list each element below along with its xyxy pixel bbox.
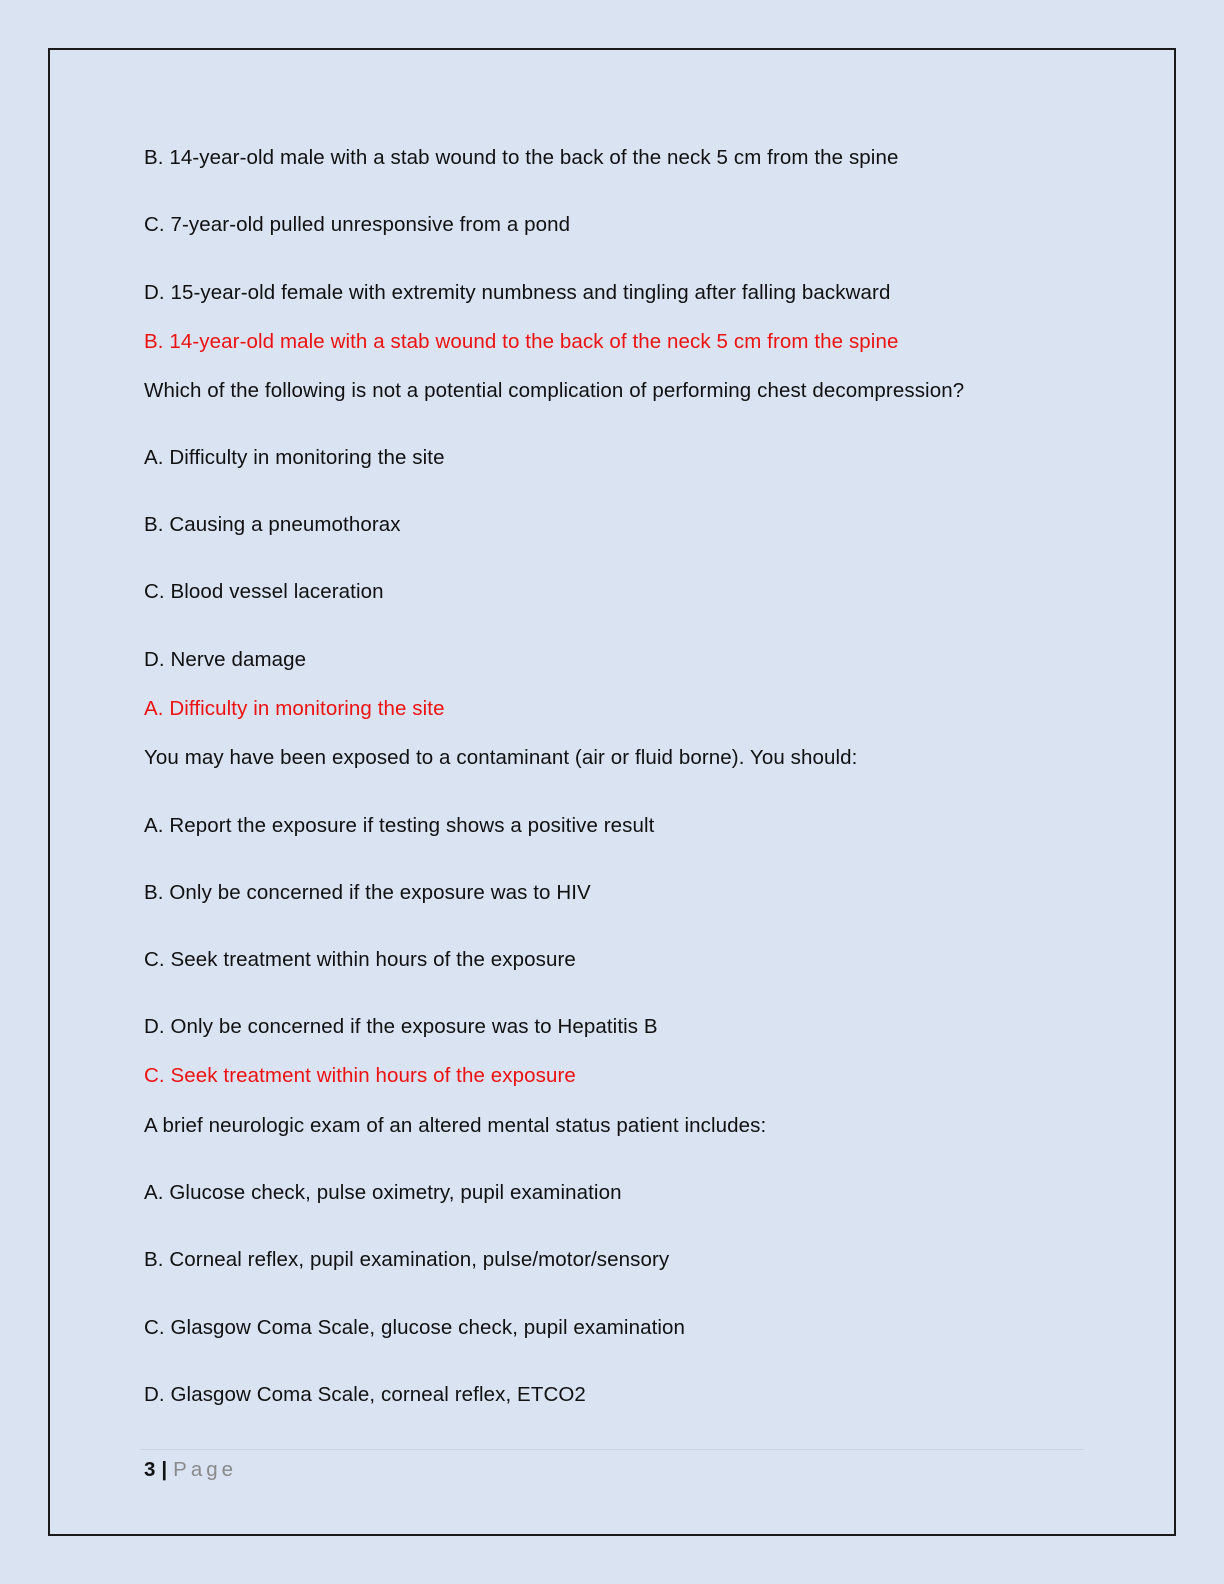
answer-line: C. Seek treatment within hours of the exposure <box>144 1064 576 1087</box>
answer-line: B. 14-year-old male with a stab wound to the back of the neck 5 cm from the spine <box>144 330 899 353</box>
question-line: A brief neurologic exam of an altered mental status patient includes: <box>144 1114 767 1137</box>
option-line: C. Blood vessel laceration <box>144 580 384 603</box>
footer-separator: | <box>161 1458 168 1481</box>
option-line: B. 14-year-old male with a stab wound to the back of the neck 5 cm from the spine <box>144 146 899 169</box>
option-line: A. Report the exposure if testing shows a positive result <box>144 814 655 837</box>
option-line: D. 15-year-old female with extremity numbness and tingling after falling backward <box>144 281 891 304</box>
page-border <box>48 48 1176 1536</box>
option-line: D. Only be concerned if the exposure was to Hepatitis B <box>144 1015 658 1038</box>
answer-line: A. Difficulty in monitoring the site <box>144 697 445 720</box>
page-label: Page <box>173 1458 238 1481</box>
option-line: A. Glucose check, pulse oximetry, pupil examination <box>144 1181 622 1204</box>
option-line: D. Nerve damage <box>144 648 307 671</box>
page-number: 3 <box>144 1458 156 1481</box>
option-line: C. Glasgow Coma Scale, glucose check, pupil examination <box>144 1316 686 1339</box>
option-line: A. Difficulty in monitoring the site <box>144 446 445 469</box>
option-line: D. Glasgow Coma Scale, corneal reflex, ETCO2 <box>144 1383 586 1406</box>
option-line: C. 7-year-old pulled unresponsive from a pond <box>144 213 571 236</box>
page-footer <box>144 1457 237 1483</box>
option-line: C. Seek treatment within hours of the exposure <box>144 948 576 971</box>
option-line: B. Causing a pneumothorax <box>144 513 401 536</box>
question-line: You may have been exposed to a contaminant (air or fluid borne). You should: <box>144 746 858 769</box>
footer-divider <box>140 1449 1084 1450</box>
option-line: B. Corneal reflex, pupil examination, pulse/motor/sensory <box>144 1248 670 1271</box>
option-line: B. Only be concerned if the exposure was to HIV <box>144 881 591 904</box>
question-line: Which of the following is not a potential complication of performing chest decompression? <box>144 379 965 402</box>
